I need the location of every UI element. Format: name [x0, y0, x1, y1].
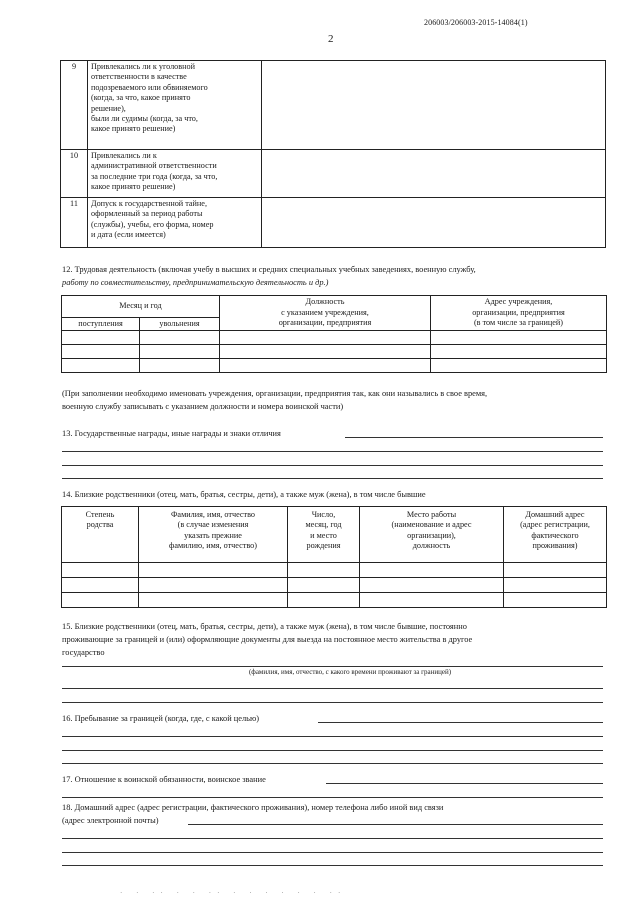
start-header: поступления: [62, 318, 140, 331]
header-line: (наименование и адрес: [391, 520, 472, 530]
table-row: [61, 150, 606, 198]
section-16-heading: 16. Пребывание за границей (когда, где, с какой целью): [62, 714, 260, 723]
table-row[interactable]: [62, 359, 607, 373]
header-line: фактического: [531, 530, 579, 540]
questions-table: [60, 60, 606, 248]
fill-line[interactable]: [62, 688, 603, 689]
table-row: [61, 198, 606, 248]
header-line: (в случае изменения: [177, 520, 249, 530]
question-line: Допуск к государственной тайне,: [91, 199, 207, 208]
question-line: подозреваемого или обвиняемого: [91, 82, 208, 92]
header-line: должность: [412, 541, 451, 551]
fio-header: [139, 507, 288, 563]
header-line: месяц, год: [305, 520, 342, 530]
header-line: Адрес учреждения,: [484, 297, 553, 307]
table-row[interactable]: [62, 345, 607, 359]
section-12-note: [62, 387, 607, 413]
section-17-heading: 17. Отношение к воинской обязанности, воинское звание: [62, 775, 266, 784]
header-line: Степень: [85, 510, 115, 519]
table-row[interactable]: [62, 593, 607, 608]
heading-line: работу по совместительству, предпринимательскую деятельность и др.): [62, 278, 329, 287]
section-12-heading: [62, 263, 607, 289]
header-line: Фамилия, имя, отчество: [170, 510, 256, 519]
header-line: указать прежние: [184, 530, 242, 540]
fill-line[interactable]: [62, 763, 603, 764]
question-line: решение),: [91, 103, 126, 113]
fill-line[interactable]: [62, 465, 603, 466]
header-line: фамилию, имя, отчество): [169, 541, 257, 551]
question-line: Привлекались ли к уголовной: [91, 62, 195, 71]
fill-line[interactable]: [62, 838, 603, 839]
fill-line[interactable]: [345, 437, 603, 438]
fill-line[interactable]: [62, 702, 603, 703]
question-cell: [88, 61, 262, 150]
table-header-row: [62, 507, 607, 563]
table-row[interactable]: [62, 563, 607, 578]
header-line: рождения: [306, 541, 341, 551]
question-line: (службы), учебы, его форма, номер: [91, 219, 214, 229]
header-line: и место: [310, 530, 337, 540]
header-line: с указанием учреждения,: [281, 307, 369, 317]
heading-line: 15. Близкие родственники (отец, мать, братья, сестры, дети), а также муж (жена), в том числе бывшие, постоянно: [62, 622, 467, 631]
section-13-heading: 13. Государственные награды, иные награды и знаки отличия: [62, 429, 281, 438]
question-line: какое принято решение): [91, 124, 176, 134]
header-line: организации, предприятия: [278, 318, 372, 328]
answer-cell[interactable]: [262, 198, 606, 248]
page-number: 2: [328, 33, 334, 45]
row-number: 9: [61, 61, 88, 150]
question-line: оформленный за период работы: [91, 209, 203, 219]
fill-line[interactable]: [62, 865, 603, 866]
fill-line[interactable]: [326, 783, 603, 784]
table-row: [61, 61, 606, 150]
document-id: 206003/206003-2015-14084(1): [424, 18, 528, 27]
note-line: (При заполнении необходимо именовать учреждения, организации, предприятия так, как они назывались в свое время,: [62, 389, 488, 398]
fill-line[interactable]: [62, 736, 603, 737]
question-cell: [88, 150, 262, 198]
address-header: [431, 296, 607, 331]
answer-cell[interactable]: [262, 61, 606, 150]
question-line: (когда, за что, какое принято: [91, 93, 191, 103]
heading-line: государство: [62, 648, 105, 657]
header-line: проживания): [532, 541, 578, 551]
fill-line[interactable]: [62, 750, 603, 751]
fill-line[interactable]: [318, 722, 603, 723]
heading-line: (адрес электронной почты): [62, 816, 159, 825]
work-history-table: [61, 295, 607, 373]
row-number: 11: [61, 198, 88, 248]
fill-line[interactable]: [188, 824, 603, 825]
table-row[interactable]: [62, 331, 607, 345]
header-line: Домашний адрес: [525, 510, 585, 519]
answer-cell[interactable]: [262, 150, 606, 198]
question-line: административной ответственности: [91, 161, 217, 171]
question-line: и дата (если имеется): [91, 230, 166, 240]
degree-header: [62, 507, 139, 563]
section-14-heading: 14. Близкие родственники (отец, мать, братья, сестры, дети), а также муж (жена), в том числе бывшие: [62, 490, 426, 499]
home-address-header: [504, 507, 607, 563]
fill-line[interactable]: [62, 478, 603, 479]
relatives-table: [61, 506, 607, 608]
header-line: Место работы: [406, 510, 457, 519]
header-line: (в том числе за границей): [473, 318, 564, 328]
header-line: организации),: [407, 530, 456, 540]
question-line: какое принято решение): [91, 182, 176, 192]
section-15-heading: [62, 620, 607, 659]
header-line: организации, предприятия: [472, 307, 565, 317]
question-line: за последние три года (когда, за что,: [91, 171, 218, 181]
question-line: ответственности в качестве: [91, 72, 187, 82]
fill-line[interactable]: [62, 666, 603, 667]
fill-line[interactable]: [62, 451, 603, 452]
table-header-row: [62, 296, 607, 318]
heading-line: 12. Трудовая деятельность (включая учебу в высших и средних специальных учебных заведениях, военную службу,: [62, 265, 476, 274]
fill-line[interactable]: [62, 797, 603, 798]
note-line: военную службу записывать с указанием должности и номера воинской части): [62, 402, 344, 411]
row-number: 10: [61, 150, 88, 198]
birth-header: [288, 507, 360, 563]
workplace-header: [360, 507, 504, 563]
scan-artifact-icon: · · ·· · · ·· · · · · · · ··: [120, 889, 347, 897]
section-15-hint: (фамилия, имя, отчество, с какого времени проживают за границей): [248, 668, 452, 676]
question-cell: [88, 198, 262, 248]
question-line: Привлекались ли к: [91, 151, 157, 160]
header-line: родства: [86, 520, 114, 530]
question-line: были ли судимы (когда, за что,: [91, 114, 198, 124]
heading-line: проживающие за границей и (или) оформляющие документы для выезда на постоянное место жительства в другое: [62, 635, 473, 644]
heading-line: 18. Домашний адрес (адрес регистрации, фактического проживания), номер телефона либо иной вид связи: [62, 803, 444, 812]
table-row[interactable]: [62, 578, 607, 593]
position-header: [220, 296, 431, 331]
end-header: увольнения: [140, 318, 220, 331]
month-year-header: Месяц и год: [62, 296, 220, 318]
header-line: (адрес регистрации,: [520, 520, 590, 530]
fill-line[interactable]: [62, 852, 603, 853]
header-line: Должность: [305, 297, 345, 307]
header-line: Число,: [311, 510, 336, 519]
